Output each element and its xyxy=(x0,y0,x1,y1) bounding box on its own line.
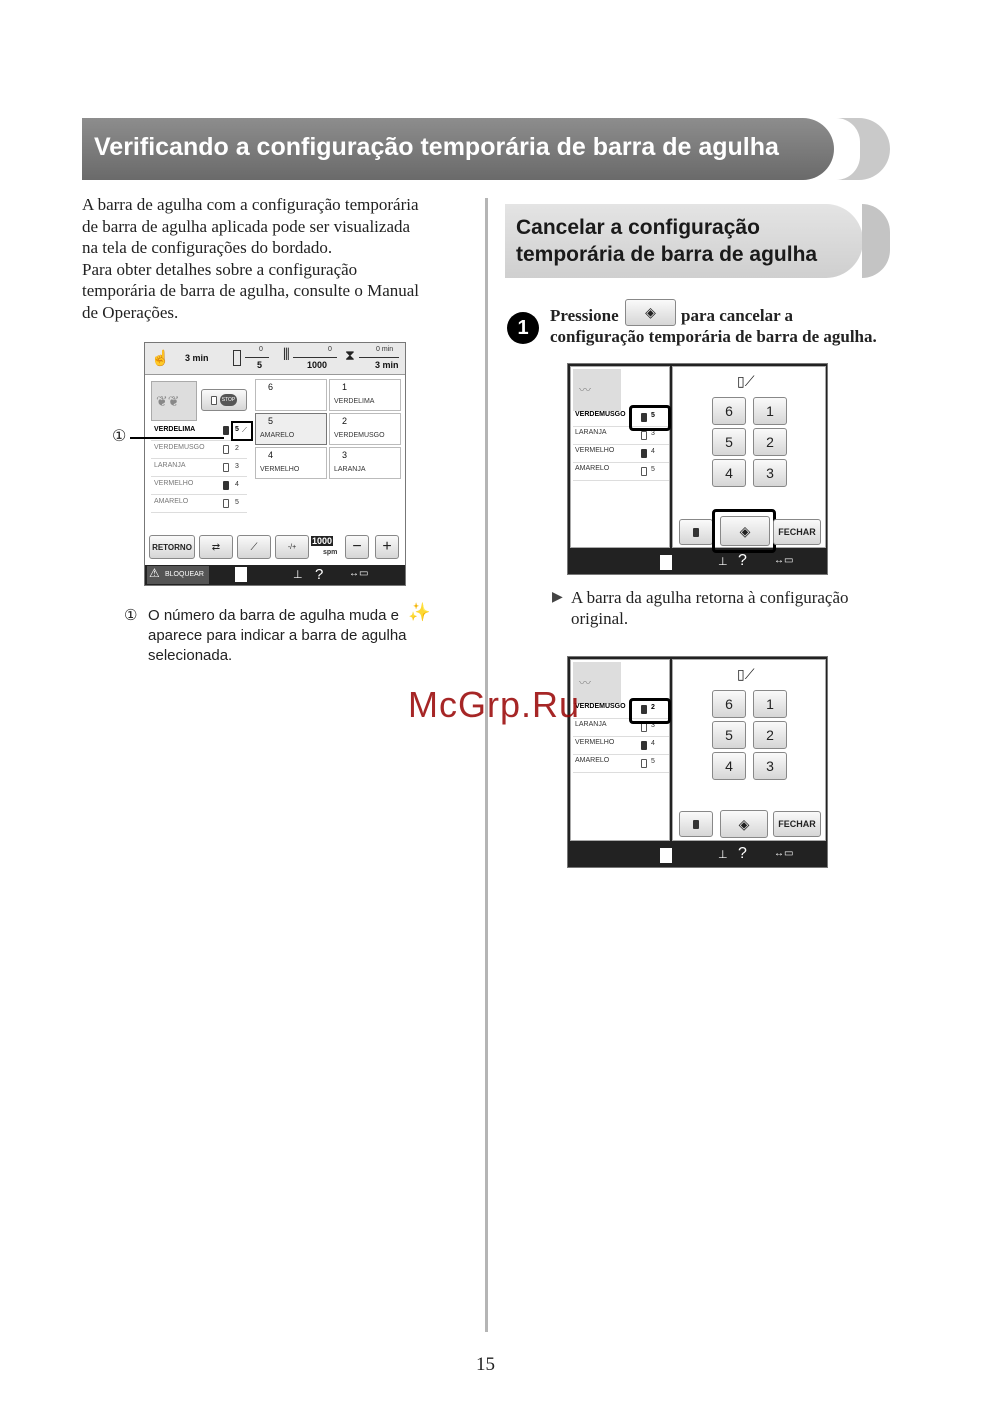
thread-name: VERMELHO xyxy=(575,447,615,454)
needle-key-5[interactable] xyxy=(712,428,746,456)
thread-name: VERMELHO xyxy=(575,739,615,746)
speed-display xyxy=(311,535,341,559)
callout-marker: ① xyxy=(112,428,127,445)
intro-line: Para obter detalhes sobre a configuração xyxy=(82,259,358,279)
intro-line: A barra de agulha com a configuração temporária xyxy=(82,195,419,214)
spool-icon xyxy=(641,449,647,458)
key-label: 1 xyxy=(766,403,774,419)
swap-needle-button[interactable] xyxy=(199,535,233,559)
needle-number: 3 xyxy=(651,430,655,437)
note-line: selecionada. xyxy=(148,647,233,664)
needle-top: 0 xyxy=(259,346,263,353)
button-highlight xyxy=(712,509,776,553)
needle-cell-number: 2 xyxy=(342,416,348,426)
spool-icon xyxy=(641,741,647,750)
section-title-line: temporária de barra de agulha xyxy=(516,243,818,266)
key-label: 2 xyxy=(766,434,774,450)
needle-number: 4 xyxy=(235,481,239,488)
needle-cell[interactable] xyxy=(255,413,327,445)
needle-cell-name: VERDEMUSGO xyxy=(334,432,385,439)
wand-icon: ⟋ xyxy=(250,541,258,553)
key-label: 3 xyxy=(766,758,774,774)
result-line: original. xyxy=(571,609,629,628)
close-button[interactable] xyxy=(773,811,821,837)
needle-divider xyxy=(245,357,269,358)
needle-cell[interactable] xyxy=(329,379,401,411)
thread-name: VERMELHO xyxy=(154,480,194,487)
wand-icon: ⟋ xyxy=(242,426,247,434)
thread-row[interactable] xyxy=(151,495,247,513)
step-number: 1 xyxy=(517,316,529,339)
intro-paragraph xyxy=(82,194,472,323)
speed-adjust-button[interactable] xyxy=(275,535,309,559)
checklist-icon[interactable] xyxy=(660,555,672,570)
needle-key-2[interactable] xyxy=(753,428,787,456)
needle-cell-name: VERMELHO xyxy=(260,466,300,473)
needle-cell-number: 1 xyxy=(342,382,348,392)
step-text-b: para cancelar a xyxy=(681,306,794,325)
thread-name: LARANJA xyxy=(154,462,186,469)
stop-badge: STOP xyxy=(220,394,238,406)
lock-button[interactable] xyxy=(147,566,209,584)
section-title-line: Cancelar a configuração xyxy=(516,216,760,239)
key-label: 6 xyxy=(725,696,733,712)
needle-key-4[interactable] xyxy=(712,752,746,780)
callout-note xyxy=(122,606,422,666)
embroidery-settings-screen xyxy=(144,342,406,586)
cancel-temp-setting-button[interactable] xyxy=(720,810,768,838)
needle-count-icon xyxy=(233,350,241,366)
key-label: 4 xyxy=(725,465,733,481)
needle-key-3[interactable] xyxy=(753,459,787,487)
pattern-preview xyxy=(151,381,197,421)
thread-name: VERDEMUSGO xyxy=(154,444,205,451)
retorno-label: RETORNO xyxy=(152,542,192,552)
leaf-icon: ❦❦ xyxy=(156,395,180,410)
cancel-temp-setting-button-inline xyxy=(625,299,676,326)
spool-icon xyxy=(223,499,229,508)
note-line: aparece para indicar a barra de agulha xyxy=(148,627,407,644)
machine-icon[interactable]: ⊥ xyxy=(718,556,728,568)
column-divider xyxy=(485,198,488,1332)
intro-line: de barra de agulha aplicada pode ser visualizada xyxy=(82,216,411,236)
needle-number: 5 xyxy=(651,466,655,473)
time-top: 0 min xyxy=(376,346,394,353)
squiggle-icon: 〰 xyxy=(579,676,592,690)
key-label: 1 xyxy=(766,696,774,712)
result-line: A barra da agulha retorna à configuração xyxy=(571,588,849,607)
stitch-count: 1000 xyxy=(307,360,328,370)
pattern-preview xyxy=(573,662,621,704)
needle-cell[interactable] xyxy=(255,447,327,479)
needle-cell-name: VERDELIMA xyxy=(334,398,375,405)
thread-name: AMARELO xyxy=(154,498,189,505)
thread-row[interactable] xyxy=(151,441,247,459)
spool-button[interactable] xyxy=(679,811,713,837)
minus-plus-label: -/+ xyxy=(287,543,297,551)
key-label: 2 xyxy=(766,727,774,743)
thread-name: VERDELIMA xyxy=(154,426,196,433)
needle-number: 5 xyxy=(651,758,655,765)
time-total: 3 min xyxy=(375,360,399,370)
lock-label: BLOQUEAR xyxy=(165,571,204,578)
needle-cell-number: 6 xyxy=(268,382,274,392)
plus-button[interactable] xyxy=(375,535,399,559)
hourglass-icon: ⧗ xyxy=(345,349,355,364)
needle-key-6[interactable] xyxy=(712,397,746,425)
watermark: McGrp.Ru xyxy=(408,684,581,725)
needle-key-4[interactable] xyxy=(712,459,746,487)
thread-name: VERDEMUSGO xyxy=(575,411,626,418)
needle-cell-number: 5 xyxy=(268,416,274,426)
stitch-divider xyxy=(293,357,337,358)
spool-icon xyxy=(641,467,647,476)
speed-unit: spm xyxy=(323,549,338,556)
spool-icon xyxy=(223,426,229,435)
diamond-icon: ◈ xyxy=(738,815,750,832)
machine-icon[interactable]: ⊥ xyxy=(293,569,303,581)
needle-key-1[interactable] xyxy=(753,397,787,425)
stitch-icon: ⫴ xyxy=(283,347,290,364)
page-title: Verificando a configuração temporária de barra de agulha xyxy=(94,133,779,161)
status-bar xyxy=(145,343,405,375)
needle-number: 5 xyxy=(235,499,239,506)
callout-line xyxy=(130,437,224,439)
close-button[interactable] xyxy=(773,519,821,545)
step-text-a: Pressione xyxy=(550,306,619,325)
key-label: 5 xyxy=(725,727,733,743)
plus-icon: + xyxy=(382,538,392,555)
machine-icon[interactable]: ⊥ xyxy=(718,849,728,861)
needle-number: 3 xyxy=(235,463,239,470)
diamond-icon: ◈ xyxy=(645,304,656,320)
stitch-top: 0 xyxy=(328,346,332,353)
diamond-icon: ◈ xyxy=(739,522,751,539)
hand-icon: ☝ xyxy=(151,351,170,367)
checklist-icon[interactable] xyxy=(235,567,247,582)
needle-number: 3 xyxy=(651,722,655,729)
speed-value: 1000 xyxy=(312,536,333,546)
key-label: 5 xyxy=(725,434,733,450)
needle-cell-name: LARANJA xyxy=(334,466,366,473)
step-number-badge xyxy=(507,312,539,344)
needle-key-6[interactable] xyxy=(712,690,746,718)
thread-name: AMARELO xyxy=(575,757,610,764)
spool-icon xyxy=(223,463,229,472)
bottom-bar xyxy=(145,565,405,585)
warning-icon: ⚠ xyxy=(149,566,160,580)
key-label: 3 xyxy=(766,465,774,481)
bottom-bar xyxy=(568,843,827,867)
intro-line: na tela de configurações do bordado. xyxy=(82,238,333,257)
thread-name: VERDEMUSGO xyxy=(575,703,626,710)
needle-cell-name: AMARELO xyxy=(260,432,295,439)
needle-bar-icon: ▯⟋ xyxy=(737,375,755,390)
help-button[interactable]: ? xyxy=(738,845,747,862)
needle-cell-number: 4 xyxy=(268,450,274,460)
note-line: O número da barra de agulha muda e xyxy=(148,607,399,624)
note-marker: ① xyxy=(124,607,138,624)
thread-name: AMARELO xyxy=(575,465,610,472)
needle-bar-icon: ▯⟋ xyxy=(737,668,755,683)
needle-key-5[interactable] xyxy=(712,721,746,749)
spool-icon xyxy=(223,481,229,490)
time-left: 3 min xyxy=(185,353,209,363)
page-number: 15 xyxy=(476,1354,495,1375)
thread-name: LARANJA xyxy=(575,429,607,436)
step-text-c: configuração temporária de barra de agulha. xyxy=(550,327,877,346)
magic-wand-icon: ✨ xyxy=(408,602,431,622)
needle-key-3[interactable] xyxy=(753,752,787,780)
spool-icon xyxy=(641,723,647,732)
retorno-button[interactable] xyxy=(149,535,195,559)
result-text xyxy=(571,587,849,629)
needle-number: 2 xyxy=(651,704,655,711)
swap-icon: ⇄ xyxy=(211,541,221,553)
section-decoration xyxy=(862,204,890,278)
needle-number: 5 xyxy=(235,426,239,433)
spool-icon xyxy=(641,759,647,768)
squiggle-icon: 〰 xyxy=(579,383,592,397)
section-title xyxy=(516,214,846,268)
needle-cell[interactable] xyxy=(329,447,401,479)
key-label: 4 xyxy=(725,758,733,774)
hoop-move-icon[interactable]: ↔▭ xyxy=(349,568,369,579)
temp-needle-button[interactable] xyxy=(237,535,271,559)
needle-number: 4 xyxy=(651,740,655,747)
minus-icon: − xyxy=(352,538,362,555)
thread-name: LARANJA xyxy=(575,721,607,728)
spool-icon xyxy=(641,431,647,440)
needle-number: 5 xyxy=(651,412,655,419)
needle-key-2[interactable] xyxy=(753,721,787,749)
minus-button[interactable] xyxy=(345,535,369,559)
needle-key-1[interactable] xyxy=(753,690,787,718)
hoop-move-icon[interactable]: ↔▭ xyxy=(774,848,794,859)
close-label: FECHAR xyxy=(778,819,816,829)
thread-row[interactable] xyxy=(151,477,247,495)
help-button[interactable]: ? xyxy=(315,566,324,583)
stop-button[interactable] xyxy=(201,389,247,411)
needle-count: 5 xyxy=(257,360,263,370)
needle-number: 4 xyxy=(651,448,655,455)
checklist-icon[interactable] xyxy=(660,848,672,863)
needle-highlight xyxy=(629,698,671,724)
spool-button[interactable] xyxy=(679,519,713,545)
needle-highlight xyxy=(629,405,671,431)
needle-grid xyxy=(255,379,403,483)
needle-cell-number: 3 xyxy=(342,450,348,460)
hoop-move-icon[interactable]: ↔▭ xyxy=(774,555,794,566)
help-button[interactable]: ? xyxy=(738,552,747,569)
intro-line: de Operações. xyxy=(82,302,179,322)
result-arrow-icon: ▶ xyxy=(552,590,563,605)
key-label: 6 xyxy=(725,403,733,419)
time-divider xyxy=(359,357,399,358)
spool-icon xyxy=(693,820,699,829)
bottom-bar xyxy=(568,550,827,574)
needle-number: 2 xyxy=(235,445,239,452)
spool-icon xyxy=(211,396,217,405)
needle-cell[interactable] xyxy=(255,379,327,411)
intro-line: temporária de barra de agulha, consulte o Manual xyxy=(82,281,420,300)
close-label: FECHAR xyxy=(778,527,816,537)
thread-row[interactable] xyxy=(151,459,247,477)
pattern-preview xyxy=(573,369,621,411)
spool-icon xyxy=(693,528,699,537)
needle-cell[interactable] xyxy=(329,413,401,445)
spool-icon xyxy=(223,445,229,454)
